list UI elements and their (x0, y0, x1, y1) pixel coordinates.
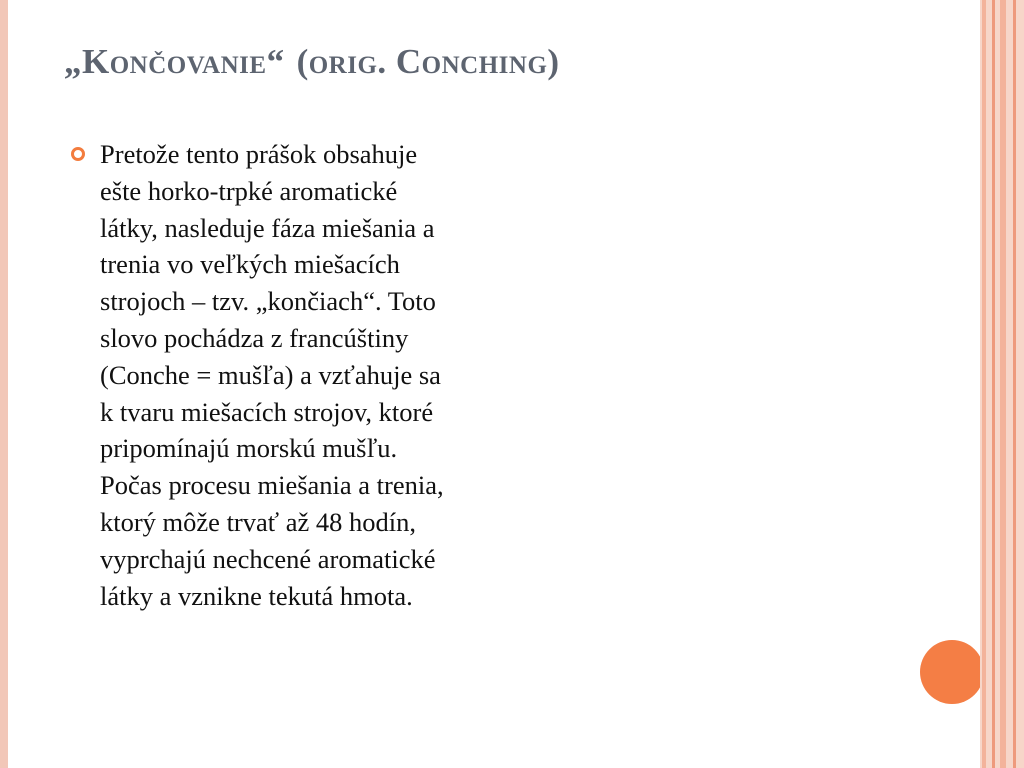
bullet-line: Pretože tento prášok obsahuje (100, 139, 418, 169)
slide-title (64, 42, 560, 82)
bullet-line: vyprchajú nechcené aromatické (100, 543, 436, 574)
bullet-line: slovo pochádza z francúštiny (100, 322, 409, 353)
slide-canvas (8, 0, 980, 768)
bullet-text (100, 136, 604, 614)
bullet-list (64, 136, 604, 614)
bullet-line: látky, nasleduje fáza miešania a (100, 212, 435, 243)
stripe-4 (1013, 0, 1016, 768)
stripe-2 (992, 0, 995, 768)
bullet-line: k tvaru miešacích strojov, ktoré (100, 396, 434, 427)
decorative-orange-circle (920, 640, 984, 704)
bullet-line: trenia vo veľkých miešacích (100, 249, 400, 280)
bullet-line: ešte horko-trpké aromatické (100, 175, 398, 206)
stripe-1 (982, 0, 986, 768)
decorative-right-stripes (980, 0, 1024, 768)
bullet-line: látky a vznikne tekutá hmota. (100, 580, 413, 611)
bullet-circle-icon (71, 147, 85, 161)
bullet-item (64, 136, 604, 614)
bullet-line: strojoch – tzv. „končiach“. Toto (100, 286, 436, 317)
bullet-line: ktorý môže trvať až 48 hodín, (100, 506, 416, 537)
stripe-3 (1000, 0, 1006, 768)
title-subtitle: (orig. Conching) (296, 42, 560, 81)
bullet-line: pripomínajú morskú mušľu. (100, 433, 398, 464)
title-main: „Končovanie“ (64, 42, 285, 81)
bullet-line: (Conche = mušľa) a vzťahuje sa (100, 359, 441, 390)
bullet-line: Počas procesu miešania a trenia, (100, 470, 444, 501)
